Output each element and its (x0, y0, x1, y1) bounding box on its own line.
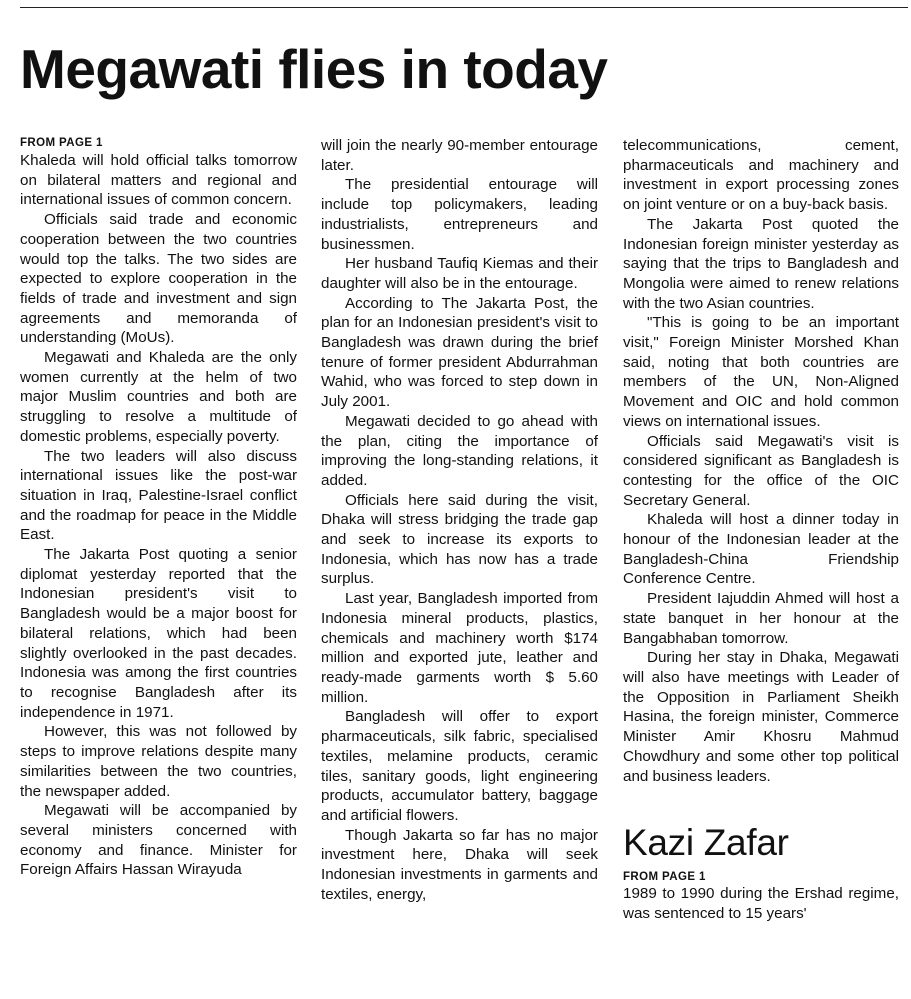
paragraph: However, this was not followed by steps to improve relations despite many similarities between the two countries, the newspaper added. (20, 723, 297, 800)
paragraph: Megawati and Khaleda are the only women currently at the helm of two major Muslim countries and both are struggling to resolve a multitude of domestic problems, especially poverty. (20, 349, 297, 445)
kicker: FROM PAGE 1 (20, 137, 103, 149)
paragraph: Though Jakarta so far has no major investment here, Dhaka will seek Indonesian investments in garments and textiles, energy, (321, 826, 598, 903)
paragraph: Khaleda will hold official talks tomorrow on bilateral matters and regional and international issues of common concern. (20, 152, 297, 209)
paragraph: President Iajuddin Ahmed will host a state banquet in her honour at the Bangabhaban tomorrow. (623, 590, 899, 647)
paragraph: Khaleda will host a dinner today in honour of the Indonesian leader at the Bangladesh-China Friendship Conference Centre. (623, 511, 899, 588)
paragraph: According to The Jakarta Post, the plan for an Indonesian president's visit to Bangladesh was drawn during the brief tenure of former president Abdurrahman Wahid, who was forced to step down in July 2001. (321, 294, 598, 411)
paragraph: The Jakarta Post quoting a senior diplomat yesterday reported that the Indonesian president's visit to Bangladesh would be a major boost for bilateral relations, which had been slightly overlooked in the past decades. Indonesia was among the first countries to recognise Bangladesh after its independence in 1971. (20, 546, 297, 721)
second-story-text: 1989 to 1990 during the Ershad regime, was sentenced to 15 years' (623, 885, 899, 922)
paragraph: Bangladesh will offer to export pharmaceuticals, silk fabric, specialised textiles, melamine products, ceramic tiles, sanitary goods, light engineering products, accumulator battery, baggage and artificial flowers. (321, 708, 598, 824)
paragraph: The Jakarta Post quoted the Indonesian foreign minister yesterday as saying that the trips to Bangladesh and Mongolia were aimed to renew relations with the two Asian countries. (623, 215, 899, 312)
paragraph: During her stay in Dhaka, Megawati will also have meetings with Leader of the Opposition in Parliament Sheikh Hasina, the foreign minister, Commerce Minister Amir Khosru Mahmud Chowdhury and some other top political and business leaders. (623, 649, 899, 785)
second-story-kicker: FROM PAGE 1 (623, 871, 706, 884)
second-story-headline: Kazi Zafar (623, 822, 789, 864)
paragraph: Last year, Bangladesh imported from Indonesia mineral products, plastics, chemicals and machinery worth $174 million and exported jute, leather and ready-made garments worth $ 5.60 million. (321, 590, 598, 706)
paragraph: Her husband Taufiq Kiemas and their daughter will also be in the entourage. (321, 255, 598, 292)
article-column-2 (321, 136, 598, 904)
paragraph: Megawati will be accompanied by several ministers concerned with economy and finance. Minister for Foreign Affairs Hassan Wirayuda (20, 802, 297, 879)
article-column-3 (623, 136, 899, 924)
paragraph: The two leaders will also discuss international issues like the post-war situation in Iraq, Palestine-Israel conflict and the roadmap for peace in the Middle East. (20, 447, 297, 544)
paragraph: Megawati decided to go ahead with the plan, citing the importance of improving the long-standing relations, it added. (321, 412, 598, 489)
paragraph: will join the nearly 90-member entourage later. (321, 137, 598, 174)
paragraph: Officials said trade and economic cooperation between the two countries would top the talks. The two sides are expected to explore cooperation in the fields of trade and investment and sign agreements and memoranda of understanding (MoUs). (20, 211, 297, 347)
article-column-1 (20, 136, 297, 880)
paragraph: Officials here said during the visit, Dhaka will stress bridging the trade gap and seek to increase its exports to Indonesia, which has now has a trade surplus. (321, 491, 598, 588)
headline: Megawati flies in today (20, 38, 608, 100)
paragraph: telecommunications, cement, pharmaceuticals and machinery and investment in export processing zones on joint venture or on a buy-back basis. (623, 137, 899, 214)
paragraph: "This is going to be an important visit," Foreign Minister Morshed Khan said, noting that both countries are members of the UN, Non-Aligned Movement and OIC and hold common views on international issues. (623, 314, 899, 430)
paragraph: The presidential entourage will include top policymakers, leading industrialists, entrepreneurs and businessmen. (321, 176, 598, 253)
paragraph: Officials said Megawati's visit is considered significant as Bangladesh is contesting for the office of the OIC Secretary General. (623, 432, 899, 509)
top-rule (20, 7, 908, 8)
